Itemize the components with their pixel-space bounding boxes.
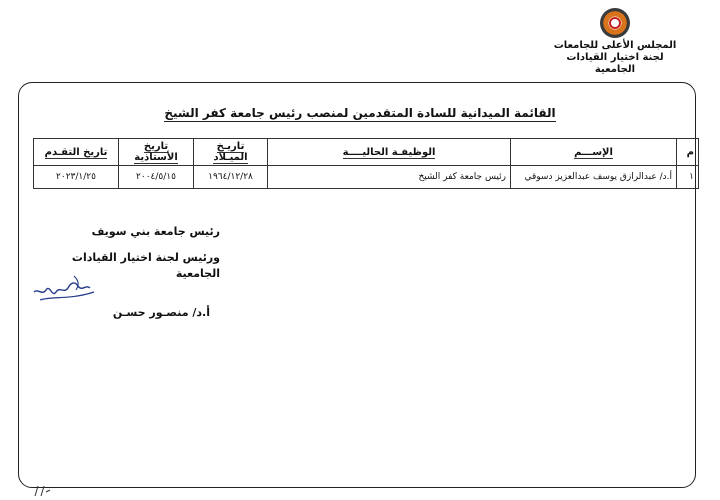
signatory-name: أ.د/ منصـور حسـن bbox=[112, 306, 210, 319]
signatory-title-2: ورئيس لجنة اختيار القيادات الجامعية bbox=[71, 251, 220, 280]
cell-application-date: ٢٠٢٣/١/٢٥ bbox=[34, 166, 119, 189]
col-header-professorship-date bbox=[119, 139, 194, 166]
col-header-job-text: الوظيفـة الحاليــــة bbox=[342, 146, 436, 158]
handwritten-signature bbox=[30, 270, 100, 306]
page-corner-mark bbox=[32, 484, 52, 498]
col-header-birth-text: تاريـخ الميـلاد bbox=[213, 141, 248, 163]
header-committee-name: لجنة اختيار القيادات الجامعية bbox=[566, 52, 664, 75]
col-header-prof-text: تاريخ الأستاذية bbox=[134, 141, 178, 163]
col-header-name bbox=[511, 139, 677, 166]
table-header-row bbox=[34, 139, 699, 166]
cell-current-job: رئيس جامعة كفر الشيخ bbox=[268, 166, 511, 189]
col-header-current-job bbox=[268, 139, 511, 166]
cell-name: أ.د/ عبدالرازق يوسف عبدالعزيز دسوقي bbox=[511, 166, 677, 189]
signatory-title-1: رئيس جامعة بني سويف bbox=[91, 225, 220, 238]
col-header-apply-text: تاريخ التقـدم bbox=[44, 146, 108, 158]
cell-professorship-date: ٢٠٠٤/٥/١٥ bbox=[119, 166, 194, 189]
document-title bbox=[0, 106, 720, 120]
col-header-application-date bbox=[34, 139, 119, 166]
col-header-birth-date bbox=[194, 139, 268, 166]
council-logo bbox=[600, 8, 630, 38]
col-header-number: م bbox=[677, 139, 699, 166]
header-council-name: المجلس الأعلى للجامعات bbox=[553, 40, 677, 51]
cell-birth-date: ١٩٦٤/١٢/٢٨ bbox=[194, 166, 268, 189]
cell-number: ١ bbox=[677, 166, 699, 189]
document-title-text: القائمة الميدانية للسادة المتقدمين لمنصب رئيس جامعة كفر الشيخ bbox=[164, 106, 556, 120]
table-row bbox=[34, 166, 699, 189]
col-header-name-text: الإســـم bbox=[574, 146, 613, 158]
header-block bbox=[550, 8, 680, 76]
applicants-table bbox=[33, 138, 699, 189]
logo-emblem bbox=[609, 17, 621, 29]
